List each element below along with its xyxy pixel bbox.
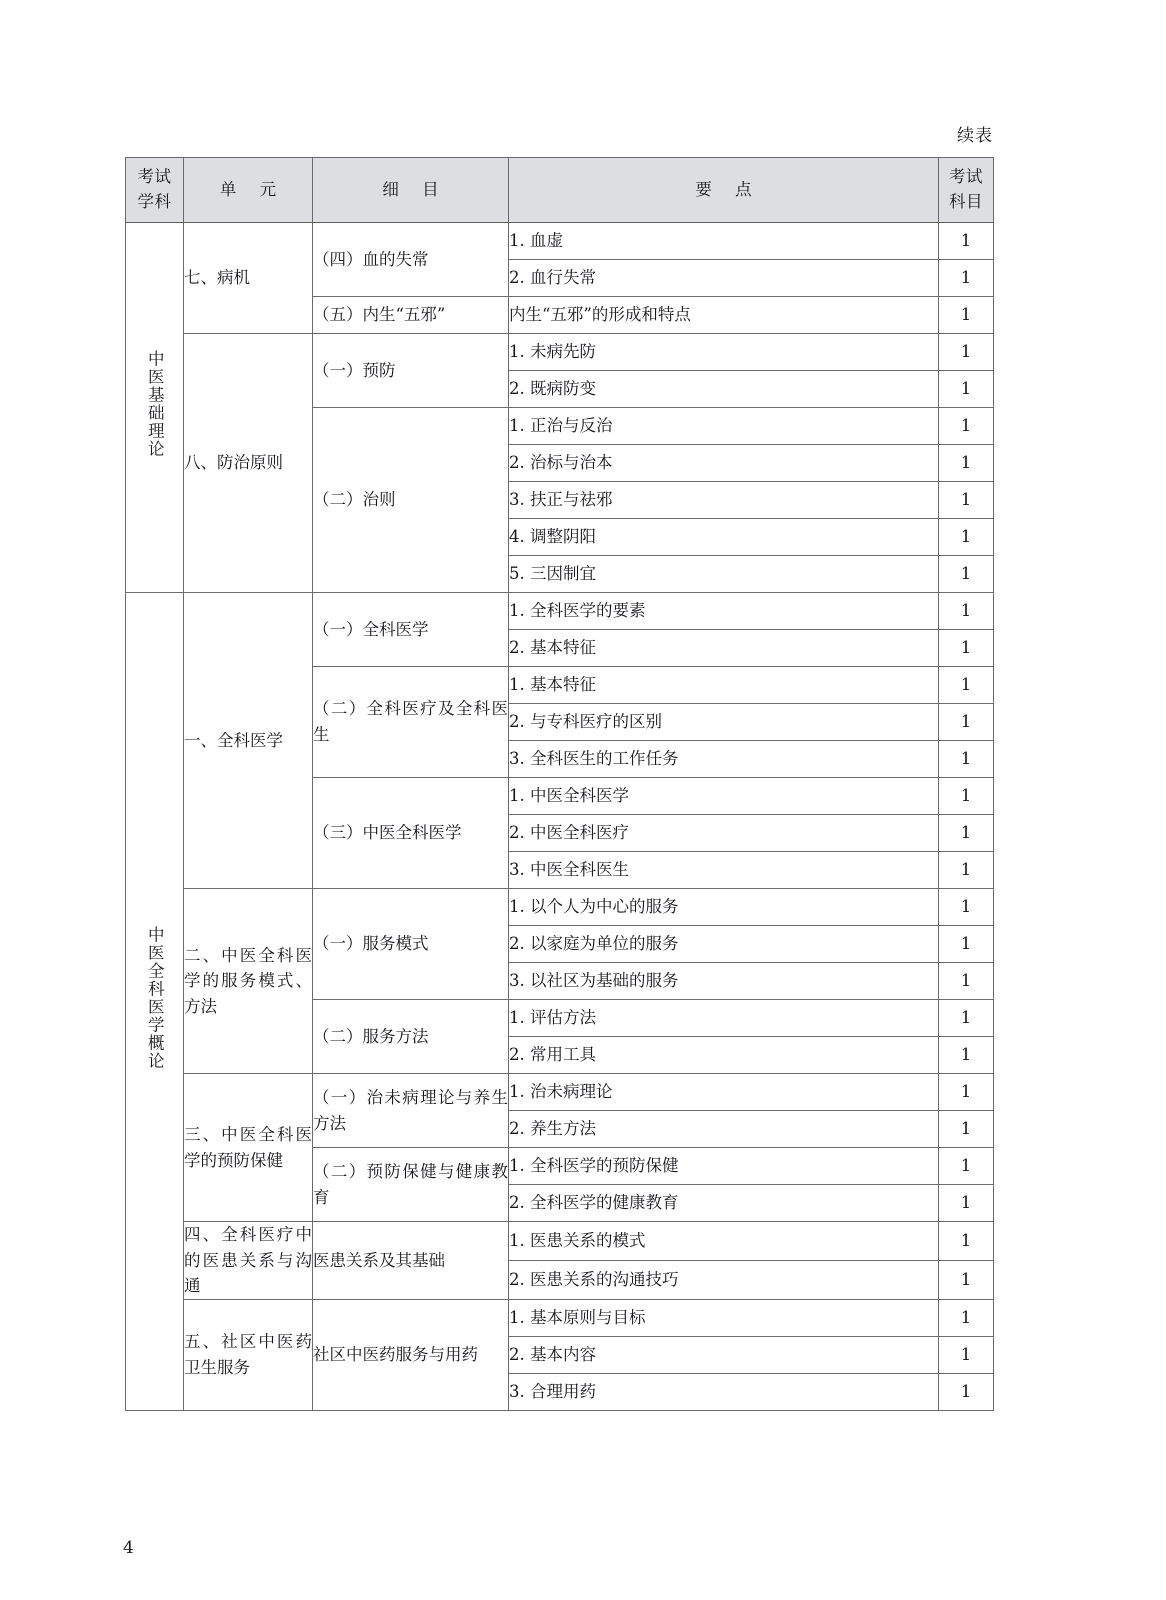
point-label: 2. 中医全科医疗 [509,823,629,843]
column-header-subject [126,158,184,223]
point-cell [509,1373,939,1410]
point-cell [509,371,939,408]
point-label: 2. 养生方法 [509,1119,596,1139]
exam-code-cell: 1 [939,963,994,1000]
exam-code-cell: 1 [939,1074,994,1111]
subject-cell [126,593,184,1411]
detail-cell [313,223,509,297]
point-cell [509,1000,939,1037]
detail-label: （二）治则 [313,490,396,510]
column-header-unit: 单 元 [184,158,313,223]
point-cell [509,1299,939,1336]
exam-code-cell: 1 [939,1299,994,1336]
unit-cell [184,593,313,889]
point-cell [509,1074,939,1111]
point-cell [509,926,939,963]
table-row [126,889,994,926]
point-label: 2. 常用工具 [509,1045,596,1065]
detail-cell [313,297,509,334]
point-cell [509,223,939,260]
unit-label: 七、病机 [184,268,250,288]
detail-cell [313,593,509,667]
point-label: 3. 扶正与祛邪 [509,490,613,510]
point-label: 1. 中医全科医学 [509,786,629,806]
point-label: 1. 血虚 [509,231,563,251]
exam-code-cell: 1 [939,667,994,704]
point-cell [509,889,939,926]
point-cell [509,482,939,519]
point-label: 3. 全科医生的工作任务 [509,749,679,769]
table-header-row [126,158,994,223]
unit-cell [184,223,313,334]
unit-label: 三、中医全科医学的预防保健 [184,1124,312,1170]
continuation-label: 续表 [957,126,993,146]
exam-code-cell: 1 [939,556,994,593]
exam-code-cell: 1 [939,630,994,667]
column-header-exam-line2: 科目 [949,192,983,211]
point-label: 2. 与专科医疗的区别 [509,712,662,732]
point-label: 1. 评估方法 [509,1008,596,1028]
detail-cell [313,889,509,1000]
detail-cell [313,1000,509,1074]
exam-code-cell: 1 [939,1037,994,1074]
exam-code-cell: 1 [939,1148,994,1185]
point-label: 2. 基本特征 [509,638,596,658]
point-label: 2. 以家庭为单位的服务 [509,934,679,954]
exam-code-cell: 1 [939,297,994,334]
detail-cell [313,334,509,408]
point-label: 3. 以社区为基础的服务 [509,971,679,991]
point-cell [509,1222,939,1261]
detail-label: （一）服务模式 [313,934,429,954]
point-cell [509,1037,939,1074]
exam-code-cell: 1 [939,260,994,297]
exam-code-cell: 1 [939,741,994,778]
point-cell [509,1111,939,1148]
point-cell [509,741,939,778]
table-body [126,223,994,1411]
column-header-subject-line2: 学科 [137,192,172,211]
detail-label: （三）中医全科医学 [313,823,462,843]
point-label: 1. 医患关系的模式 [509,1230,646,1250]
exam-code-cell: 1 [939,334,994,371]
point-cell [509,963,939,1000]
detail-cell [313,1299,509,1410]
table-row [126,1299,994,1336]
detail-label: （一）治未病理论与养生方法 [313,1087,508,1133]
page-number: 4 [123,1538,134,1558]
exam-code-cell: 1 [939,1336,994,1373]
point-cell [509,1260,939,1299]
point-cell [509,297,939,334]
point-cell [509,519,939,556]
point-cell [509,1185,939,1222]
subject-cell [126,223,184,593]
exam-code-cell: 1 [939,223,994,260]
exam-code-cell: 1 [939,1260,994,1299]
exam-code-cell: 1 [939,482,994,519]
exam-code-cell: 1 [939,704,994,741]
point-label: 1. 以个人为中心的服务 [509,897,679,917]
detail-cell [313,1074,509,1148]
point-label: 2. 基本内容 [509,1344,596,1364]
exam-code-cell: 1 [939,1185,994,1222]
detail-label: 社区中医药服务与用药 [313,1344,478,1364]
unit-cell [184,1074,313,1222]
column-header-exam-line1: 考试 [949,167,983,187]
point-label: 3. 合理用药 [509,1381,596,1401]
unit-label: 五、社区中医药卫生服务 [184,1332,312,1377]
table-row [126,1074,994,1111]
point-label: 4. 调整阴阳 [509,527,596,547]
exam-code-cell: 1 [939,445,994,482]
unit-label: 四、全科医疗中的医患关系与沟通 [184,1225,312,1296]
point-label: 1. 基本原则与目标 [509,1307,646,1327]
unit-cell [184,889,313,1074]
point-cell [509,556,939,593]
point-cell [509,852,939,889]
subject-label: 中医全科医学概论 [145,925,165,1070]
point-cell [509,815,939,852]
point-cell [509,1148,939,1185]
column-header-subject-line1: 考试 [137,167,172,187]
exam-code-cell: 1 [939,778,994,815]
table-row [126,223,994,260]
table-header [126,158,994,223]
detail-label: （二）服务方法 [313,1026,429,1046]
point-cell [509,704,939,741]
exam-code-cell: 1 [939,1111,994,1148]
point-label: 2. 既病防变 [509,379,596,399]
column-header-detail: 细 目 [313,158,509,223]
point-cell [509,667,939,704]
exam-code-cell: 1 [939,815,994,852]
exam-code-cell: 1 [939,408,994,445]
point-cell [509,445,939,482]
exam-code-cell: 1 [939,519,994,556]
detail-label: （二）全科医疗及全科医生 [313,699,508,744]
exam-code-cell: 1 [939,926,994,963]
detail-label: （二）预防保健与健康教育 [313,1161,508,1207]
detail-label: 医患关系及其基础 [313,1250,445,1270]
detail-cell [313,667,509,778]
subject-label: 中医基础理论 [145,350,165,459]
point-cell [509,1336,939,1373]
point-label: 1. 治未病理论 [509,1082,613,1102]
detail-cell [313,1222,509,1300]
point-label: 1. 全科医学的预防保健 [509,1156,679,1176]
detail-label: （一）预防 [313,360,396,380]
exam-code-cell: 1 [939,593,994,630]
exam-code-cell: 1 [939,889,994,926]
unit-label: 二、中医全科医学的服务模式、方法 [184,945,312,1016]
point-label: 2. 医患关系的沟通技巧 [509,1269,679,1289]
detail-cell [313,778,509,889]
point-cell [509,593,939,630]
unit-label: 一、全科医学 [184,730,283,750]
point-label: 内生“五邪”的形成和特点 [509,305,691,325]
point-cell [509,260,939,297]
unit-cell [184,334,313,593]
point-cell [509,408,939,445]
syllabus-table [125,157,994,1411]
point-label: 2. 血行失常 [509,268,596,288]
point-label: 1. 基本特征 [509,675,596,695]
column-header-exam [939,158,994,223]
point-cell [509,630,939,667]
detail-cell [313,1148,509,1222]
point-label: 5. 三因制宜 [509,564,596,584]
point-label: 1. 全科医学的要素 [509,601,646,621]
column-header-points: 要 点 [509,158,939,223]
table-row [126,1222,994,1261]
exam-code-cell: 1 [939,1373,994,1410]
unit-label: 八、防治原则 [184,453,283,473]
detail-label: （五）内生“五邪” [313,305,446,325]
detail-label: （一）全科医学 [313,619,429,639]
exam-code-cell: 1 [939,852,994,889]
point-label: 3. 中医全科医生 [509,860,629,880]
point-cell [509,778,939,815]
point-label: 2. 治标与治本 [509,453,613,473]
exam-code-cell: 1 [939,1000,994,1037]
unit-cell [184,1222,313,1300]
detail-label: （四）血的失常 [313,249,429,269]
point-label: 2. 全科医学的健康教育 [509,1193,679,1213]
point-label: 1. 正治与反治 [509,416,613,436]
exam-code-cell: 1 [939,1222,994,1261]
exam-code-cell: 1 [939,371,994,408]
point-label: 1. 未病先防 [509,342,596,362]
point-cell [509,334,939,371]
table-row [126,334,994,371]
unit-cell [184,1299,313,1410]
detail-cell [313,408,509,593]
table-row [126,593,994,630]
